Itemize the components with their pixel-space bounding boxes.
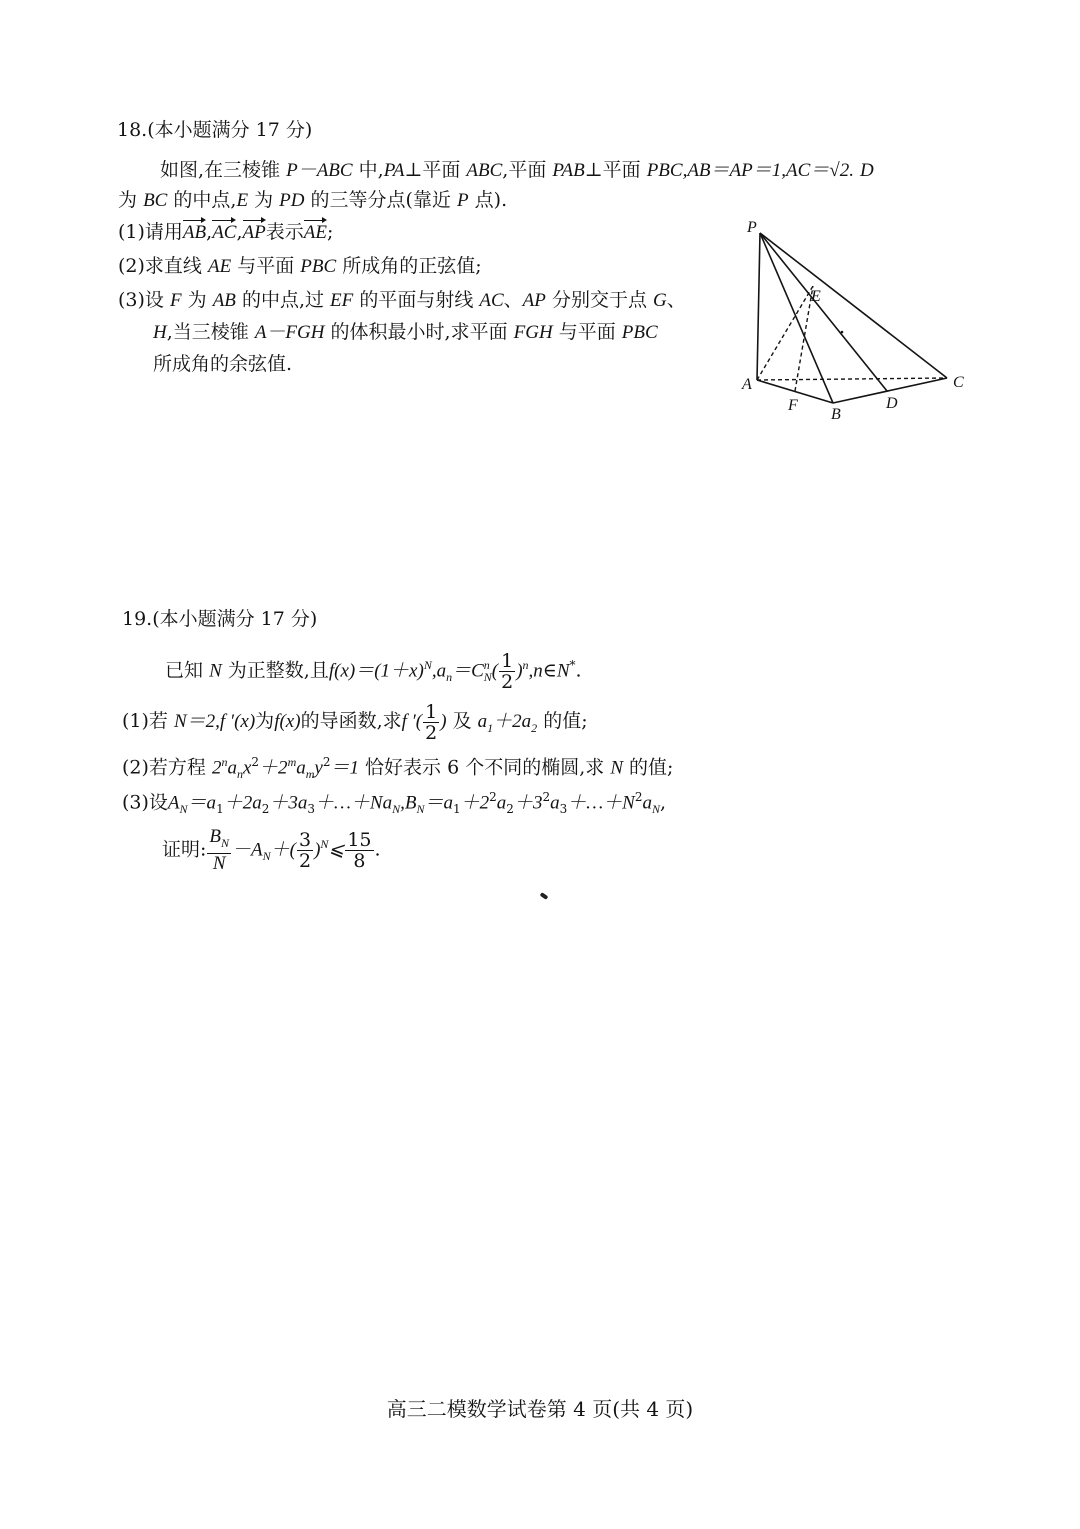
q19-s2-m6: y: [314, 757, 323, 779]
pyramid-figure: [735, 215, 975, 425]
q18-p2-t3: 为: [254, 189, 274, 211]
label-f: F: [788, 397, 798, 414]
q19-s1-t4: 及: [452, 710, 472, 732]
q18-p1-t1: 如图,在三棱锥: [160, 159, 281, 181]
q18-sub2: [118, 252, 482, 281]
q19-s1-t5: 的值;: [543, 710, 588, 732]
q19-s1-t3: 的导函数,求: [300, 710, 402, 732]
q18-p2-t2: 的中点,: [173, 189, 237, 211]
q19-s3-m4: ＋3a: [269, 792, 308, 814]
q18-s3b-m4: PBC: [621, 322, 658, 343]
vector-ap: AP: [243, 219, 266, 247]
q19-p1-sub1: n: [446, 670, 453, 685]
q19-s1-sub2: 2: [531, 720, 538, 735]
q18-s3a-m5: AP: [522, 290, 546, 311]
q19-s2-sup1: n: [221, 755, 228, 769]
q18-s3a-m3: EF: [330, 290, 354, 311]
q18-s1-t2: 表示: [265, 221, 304, 243]
q19-s3-t1: (3)设: [122, 791, 168, 814]
label-c: C: [953, 374, 964, 391]
q19-s3-m8: ＋2: [460, 792, 490, 814]
q19-s3-sup3: 2: [634, 790, 643, 804]
q19-s3-m1: A: [167, 792, 180, 814]
q19-s3-m6: ,B: [400, 792, 417, 814]
q18-stem-line2: [118, 186, 507, 215]
q18-s3b-t1: ,当三棱锥: [166, 321, 249, 343]
mark-dot: [841, 331, 844, 334]
page-footer: 高三二模数学试卷第 4 页(共 4 页): [386, 1397, 694, 1421]
fraction-three-halves: [297, 830, 313, 871]
q19-s3-sub9: 3: [559, 802, 568, 817]
label-e: E: [811, 288, 821, 305]
q18-s3b-t3: 与平面: [558, 321, 616, 343]
q18-s3a-m2: AB: [212, 290, 236, 311]
q19-stem: [165, 645, 582, 697]
q18-s3a-t4: 的平面与射线: [359, 289, 474, 311]
vector-ac: AC: [212, 219, 236, 247]
q18-p1-m4: PAB⊥: [552, 160, 603, 181]
q19-proof-f3d: 8: [353, 849, 366, 872]
q18-s3b-t2: 的体积最小时,求平面: [330, 321, 508, 343]
q18-s2-m1: AE: [207, 256, 232, 277]
q19-sub3: [122, 783, 666, 823]
q19-p1-m2: f(x)＝(1＋x): [328, 660, 424, 682]
q19-s1-t1: (1)若: [122, 710, 168, 732]
q19-s3-m14: ,: [659, 791, 667, 814]
q19-proof-m4: ⩽: [328, 839, 345, 861]
q18-s3a-t1: (3)设: [118, 289, 164, 311]
q18-p2-t5: 点).: [474, 189, 508, 211]
q19-sub1: [122, 701, 588, 748]
q19-p1-sub2: N: [483, 670, 492, 685]
q18-p1-t2: 中,: [358, 159, 384, 181]
q19-s3-m11: a: [550, 792, 560, 814]
q19-p1-m4: ＝C: [452, 660, 484, 682]
q18-s3a-t2: 为: [187, 289, 207, 311]
q18-s3b-m1: H: [153, 322, 167, 343]
q19-p1-sup4: *: [569, 658, 576, 672]
q18-p2-m3: PD: [279, 190, 305, 211]
q19-p1-sup3: n: [522, 658, 529, 672]
q19-s2-m8: N: [610, 757, 623, 779]
label-p: P: [747, 219, 757, 236]
q19-p1-m6: ): [516, 660, 523, 682]
q19-s2-sub2: m: [305, 767, 315, 782]
q18-header: 18.(本小题满分 17 分): [117, 119, 313, 141]
q19-s2-m4: ＋2: [259, 757, 288, 779]
q19-p1-m7: ,n∈N: [528, 660, 570, 682]
q19-p1-t1: 已知: [165, 659, 204, 682]
q18-sub3-line3: 所成角的余弦值.: [153, 353, 293, 375]
q18-p2-m1: BC: [143, 190, 168, 211]
vector-ae: AE: [304, 219, 327, 247]
q18-s2-t1: (2)求直线: [118, 255, 202, 277]
q18-p1-m2: PA⊥: [383, 160, 423, 181]
q19-s3-sup1: 2: [489, 790, 497, 804]
q19-s2-t3: 的值;: [629, 756, 674, 779]
q19-proof-f2n: 3: [298, 828, 312, 851]
q19-s3-sub1: N: [179, 802, 188, 817]
q18-p1-m1: P－ABC: [286, 160, 353, 181]
q18-s1-t3: ;: [326, 221, 334, 243]
q19-s1-m4: ): [440, 711, 447, 732]
q19-s2-t1: (2)若方程: [122, 756, 206, 779]
q19-s1-m2: f(x): [274, 711, 301, 732]
q19-s2-m2: a: [227, 757, 237, 779]
q18-s3a-m1: F: [169, 290, 182, 311]
q19-s2-m5: a: [296, 757, 306, 779]
q19-s3-sub10: N: [651, 802, 660, 817]
q19-p1-fn: 1: [501, 649, 514, 672]
q19-proof-m3: ): [314, 839, 321, 861]
q18-s1-c2: ,: [236, 221, 243, 243]
q19-proof-f1n: B: [209, 826, 222, 848]
q19-s3-sub6: N: [416, 802, 425, 817]
q19-s2-m3: x: [242, 757, 252, 779]
q18-s3a-m4: AC: [479, 290, 504, 311]
q19-s2-sup4: 2: [322, 755, 331, 769]
q19-s1-m3: f ′(: [401, 711, 423, 732]
q19-s3-m2: ＝a: [187, 792, 217, 814]
q18-s3a-t7: 、: [666, 289, 686, 311]
q19-proof-f1nsub: N: [221, 836, 230, 851]
q19-proof-m2: ＋(: [270, 839, 296, 861]
label-b: B: [831, 406, 841, 423]
q19-s3-m3: ＋2a: [223, 792, 262, 814]
q18-p1-t5: 平面: [602, 159, 641, 181]
q19-p1-m3: ,a: [431, 660, 447, 682]
q18-p1-m5: PBC,AB＝AP＝1,AC＝√2.: [646, 160, 854, 181]
q19-s2-sup3: m: [287, 755, 297, 769]
q18-p1-m6: D: [860, 160, 874, 181]
q18-p1-m3: ABC: [466, 160, 503, 181]
q19-s3-m12: ＋…＋N: [567, 792, 635, 814]
edge-ac-hidden: [757, 378, 947, 380]
vector-ab: AB: [183, 219, 206, 247]
q18-s3a-t5: 、: [503, 289, 523, 311]
q18-p2-m2: E: [236, 190, 249, 211]
q19-s2-m1: 2: [211, 757, 222, 779]
q19-s1-t2: 为: [255, 710, 275, 732]
q18-s3b-m2: A－FGH: [254, 322, 325, 343]
q19-s3-sub8: 2: [506, 802, 514, 817]
q18-s1-t1: (1)请用: [118, 221, 183, 243]
q19-s3-m13: a: [642, 792, 652, 814]
q19-proof-m1: －A: [232, 839, 263, 861]
q19-proof-m5: .: [374, 838, 381, 861]
q18-stem-line1: [160, 156, 874, 185]
q19-p1-sup1: N: [423, 658, 432, 672]
q19-s3-m5: ＋…＋Na: [315, 792, 393, 814]
q19-s1-m5: a: [477, 711, 488, 732]
q18-s2-m2: PBC: [300, 256, 337, 277]
ink-mark: [540, 892, 549, 900]
q19-s2-sup2: 2: [251, 755, 260, 769]
q19-s3-sup2: 2: [542, 790, 551, 804]
q18-sub3-line2: [153, 318, 658, 347]
q19-proof-f2d: 2: [298, 849, 312, 872]
q19-s1-sub1: 1: [487, 720, 494, 735]
q19-s2-sub1: n: [236, 767, 243, 782]
q19-s2-m7: ＝1: [330, 757, 359, 779]
q19-s1-m1: N＝2,f ′(x): [173, 711, 256, 732]
q18-sub1: [118, 218, 333, 247]
q19-proof-f1d: N: [212, 853, 226, 875]
q18-s3a-m6: G: [653, 290, 667, 311]
fraction-bn-over-n: [207, 826, 231, 874]
q19-proof-t1: 证明:: [162, 838, 207, 861]
q19-p1-fd: 2: [501, 670, 514, 693]
q18-p1-t3: 平面: [422, 159, 461, 181]
q18-p2-t1: 为: [118, 189, 138, 211]
label-a: A: [742, 376, 752, 393]
fraction-one-half-2: [423, 702, 439, 743]
q18-p2-m4: P: [457, 190, 469, 211]
q19-s3-sub4: 3: [307, 802, 316, 817]
q19-p1-t2: 为正整数,且: [227, 659, 329, 682]
q19-p1-sup2: n: [483, 658, 490, 673]
q18-s2-t3: 所成角的正弦值;: [342, 255, 482, 277]
q18-s3a-t6: 分别交于点: [551, 289, 647, 311]
q19-p1-m5: (: [491, 660, 499, 682]
q19-s3-m7: ＝a: [424, 792, 453, 814]
edge-pa: [757, 233, 760, 380]
q18-s2-t2: 与平面: [237, 255, 295, 277]
edge-pc: [760, 233, 947, 378]
q18-sub3-line1: [118, 286, 686, 315]
q19-proof-f3n: 15: [347, 828, 372, 851]
q19-proof-sup1: N: [320, 837, 329, 851]
label-d: D: [886, 395, 898, 412]
q19-header: 19.(本小题满分 17 分): [122, 608, 318, 630]
q19-proof: [162, 822, 381, 878]
segment-pd: [760, 233, 887, 391]
q19-proof-f1-num: [207, 826, 231, 854]
q19-s1-m6: ＋2a: [493, 711, 532, 732]
q18-s1-c1: ,: [206, 221, 213, 243]
q19-s3-sub2: 1: [216, 802, 224, 817]
edge-pb: [760, 233, 833, 403]
fraction-fifteen-eighths: [345, 830, 373, 871]
q18-s3b-m3: FGH: [513, 322, 553, 343]
q19-s3-sub5: N: [392, 802, 401, 817]
q19-proof-sub1: N: [262, 849, 271, 864]
q19-s1-fd: 2: [425, 721, 438, 744]
q18-p1-t4: ,平面: [502, 159, 547, 181]
q19-s3-sub7: 1: [453, 802, 461, 817]
q18-s3a-t3: 的中点,过: [241, 289, 324, 311]
q18-p2-t4: 的三等分点(靠近: [310, 189, 451, 211]
q19-s3-sub3: 2: [261, 802, 270, 817]
q19-p1-supsub: [484, 659, 492, 683]
fraction-one-half: [499, 651, 515, 692]
q19-p1-m8: .: [575, 659, 582, 682]
q19-s1-fn: 1: [425, 700, 438, 723]
q19-p1-m1: N: [209, 660, 222, 682]
q19-s2-t2: 恰好表示 6 个不同的椭圆,求: [365, 756, 605, 779]
q19-s3-m10: ＋3: [513, 792, 543, 814]
q19-s3-m9: a: [496, 792, 507, 814]
